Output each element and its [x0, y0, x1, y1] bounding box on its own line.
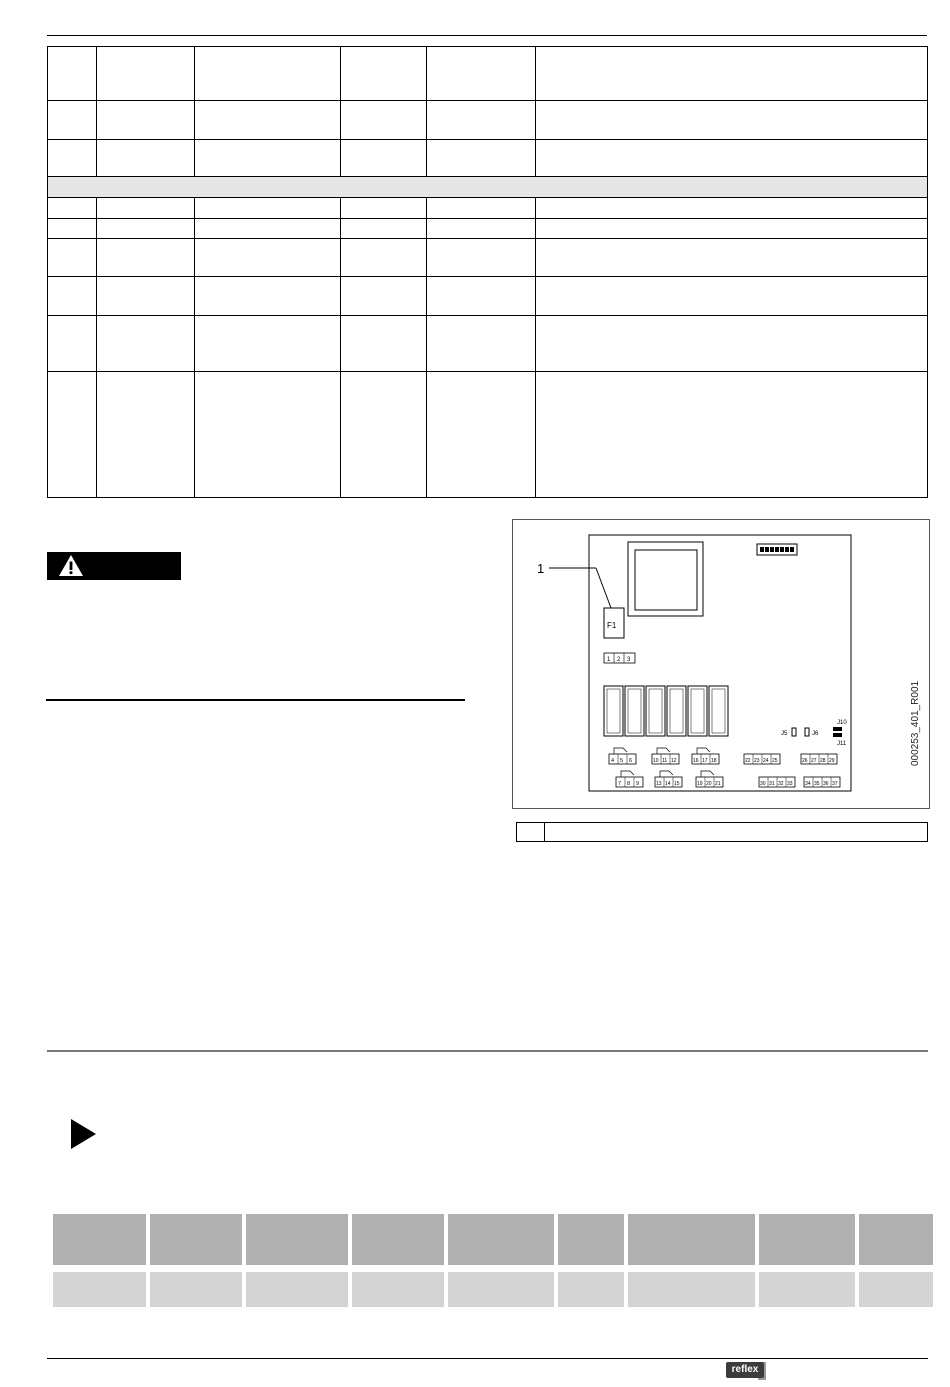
jumper-label: J10 [837, 720, 847, 726]
jumper-label: J6 [812, 731, 819, 737]
table-cell [246, 1272, 348, 1307]
table-header-cell [558, 1214, 624, 1265]
svg-text:33: 33 [787, 781, 793, 787]
table-header-cell [53, 1214, 146, 1265]
table-cell [448, 1272, 554, 1307]
svg-text:12: 12 [671, 758, 677, 764]
callout-number: 1 [537, 561, 545, 576]
warning-icon [56, 552, 86, 580]
svg-text:9: 9 [636, 781, 640, 787]
table-row [48, 198, 928, 219]
svg-text:35: 35 [814, 781, 820, 787]
table-section-band [48, 177, 928, 198]
table-row [48, 140, 928, 177]
svg-text:20: 20 [706, 781, 712, 787]
svg-text:24: 24 [763, 758, 769, 764]
svg-text:26: 26 [802, 758, 808, 764]
header-rule [47, 35, 927, 36]
table-cell [759, 1272, 855, 1307]
svg-text:19: 19 [697, 781, 703, 787]
play-arrow-icon [70, 1119, 98, 1149]
warning-banner [47, 552, 181, 580]
svg-text:37: 37 [832, 781, 838, 787]
svg-text:29: 29 [829, 758, 835, 764]
svg-text:5: 5 [620, 758, 624, 764]
circuit-board-drawing [513, 520, 931, 810]
svg-text:4: 4 [611, 758, 615, 764]
table-row [48, 101, 928, 140]
table-cell [628, 1272, 755, 1307]
svg-text:32: 32 [778, 781, 784, 787]
svg-text:17: 17 [702, 758, 708, 764]
drawing-id: 000253_401_R001 [910, 680, 921, 766]
terminal-label: 2 [617, 657, 621, 663]
table-row [48, 219, 928, 239]
table-header-cell [759, 1214, 855, 1265]
jumper-label: J11 [837, 741, 847, 747]
circuit-board-figure [512, 519, 930, 809]
terminal-group [744, 754, 780, 764]
svg-text:23: 23 [754, 758, 760, 764]
footer-rule [47, 1358, 928, 1359]
legend-number [517, 823, 545, 841]
terminal-group [801, 754, 837, 764]
table-row [48, 316, 928, 372]
svg-text:13: 13 [656, 781, 662, 787]
figure-legend [516, 822, 928, 842]
svg-text:27: 27 [811, 758, 817, 764]
terminal-group [759, 777, 795, 787]
svg-text:10: 10 [653, 758, 659, 764]
table-cell [53, 1272, 146, 1307]
table-header-cell [448, 1214, 554, 1265]
svg-text:6: 6 [629, 758, 633, 764]
table-row [48, 239, 928, 277]
table-header-cell [628, 1214, 755, 1265]
jumper-j11 [833, 733, 842, 737]
table-row [48, 372, 928, 498]
terminal-label: 1 [607, 657, 611, 663]
svg-text:28: 28 [820, 758, 826, 764]
fuse-label: F1 [607, 621, 617, 630]
spec-table [47, 46, 928, 498]
svg-text:30: 30 [760, 781, 766, 787]
section-rule [47, 1050, 928, 1052]
table-cell [859, 1272, 933, 1307]
table-header-cell [150, 1214, 242, 1265]
table-row [48, 277, 928, 316]
jumper-j10 [833, 727, 842, 731]
table-cell [150, 1272, 242, 1307]
svg-text:22: 22 [745, 758, 751, 764]
section-rule [46, 699, 465, 701]
table-cell [558, 1272, 624, 1307]
terminal-group [804, 777, 840, 787]
svg-text:34: 34 [805, 781, 811, 787]
jumper-label: J5 [781, 731, 788, 737]
svg-text:31: 31 [769, 781, 775, 787]
svg-text:11: 11 [662, 758, 668, 764]
svg-text:25: 25 [772, 758, 778, 764]
table-header-cell [246, 1214, 348, 1265]
svg-text:8: 8 [627, 781, 631, 787]
svg-text:16: 16 [693, 758, 699, 764]
svg-text:21: 21 [715, 781, 721, 787]
svg-text:18: 18 [711, 758, 717, 764]
svg-text:14: 14 [665, 781, 671, 787]
table-header-cell [859, 1214, 933, 1265]
table-header-row [48, 47, 928, 101]
table-header-cell [352, 1214, 444, 1265]
terminal-label: 3 [627, 657, 631, 663]
svg-text:7: 7 [618, 781, 622, 787]
brand-logo: reflex [726, 1362, 764, 1378]
table-cell [352, 1272, 444, 1307]
svg-text:15: 15 [674, 781, 680, 787]
svg-text:36: 36 [823, 781, 829, 787]
